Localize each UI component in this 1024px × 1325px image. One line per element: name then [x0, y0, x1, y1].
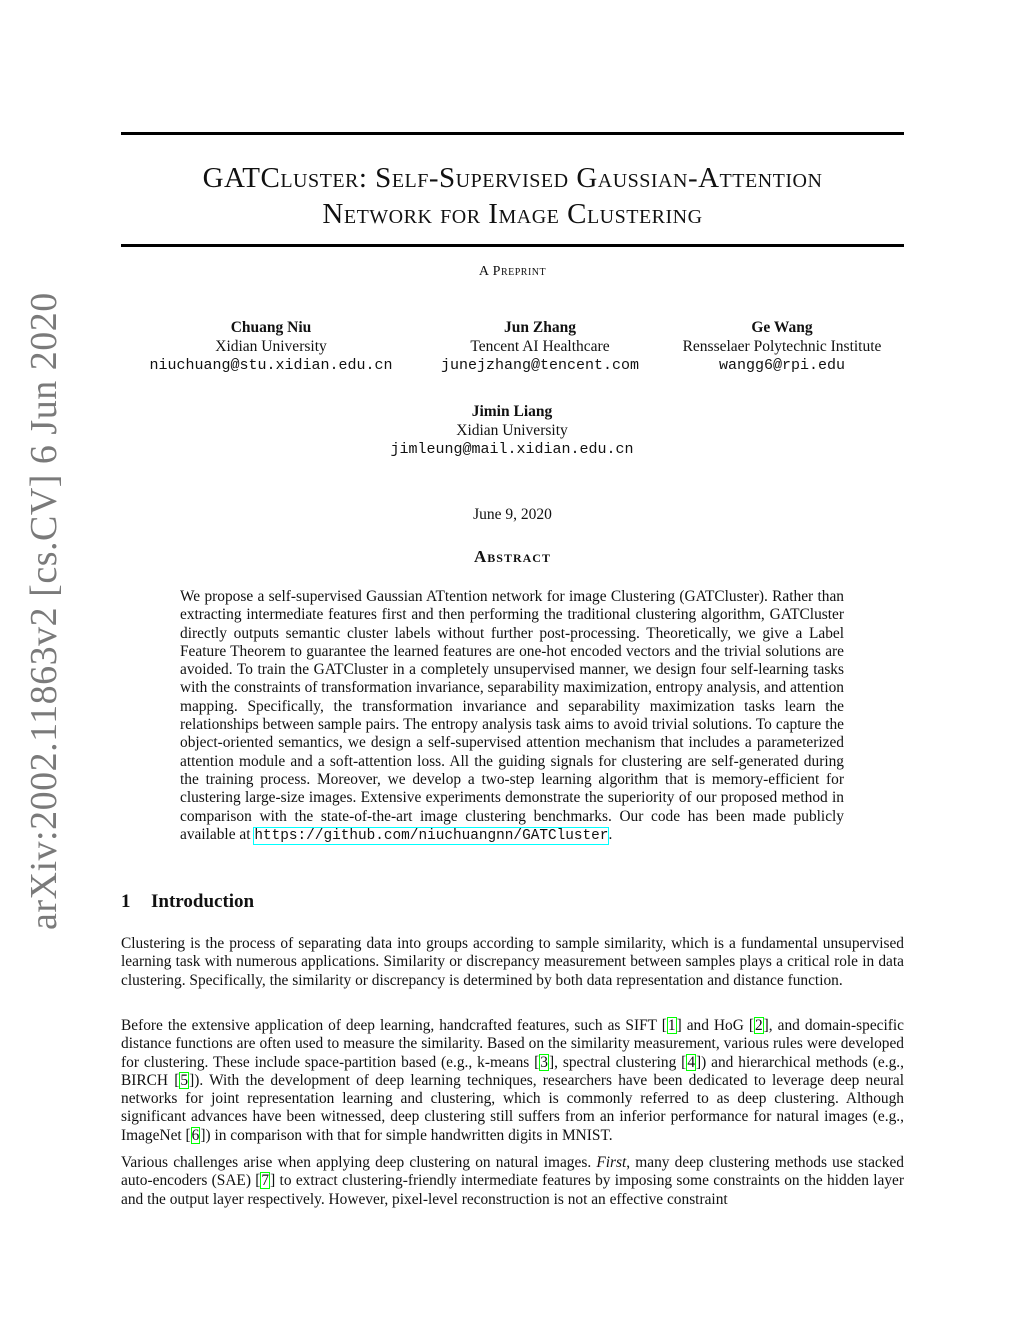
- author-affiliation: Xidian University: [456, 422, 568, 439]
- paragraph: [121, 935, 904, 990]
- citation-link[interactable]: 5: [180, 1071, 189, 1089]
- title-line-2: Network for Image Clustering: [322, 198, 703, 230]
- author-affiliation: Rensselaer Polytechnic Institute: [682, 338, 882, 355]
- paragraph-text: Clustering is the process of separating data into groups according to sample similarity, which is a fundamental unsupervised learning task with numerous applications. Similarity or discrepancy measurement between samples plays a critical role in data clustering. Specifically, the similarity or discrepancy is determined by both data representation and distance function.: [121, 935, 904, 989]
- author-name: Chuang Niu: [230, 319, 312, 336]
- paragraph-text: ]) and hierarchical methods (e.g., BIRCH [: [121, 1053, 905, 1089]
- paragraph: [121, 1017, 904, 1145]
- emphasis-text: First: [596, 1154, 627, 1171]
- author-email[interactable]: jimleung@mail.xidian.edu.cn: [390, 441, 634, 458]
- arxiv-stamp: arXiv:2002.11863v2 [cs.CV] 6 Jun 2020: [23, 292, 65, 930]
- author-email[interactable]: wangg6@rpi.edu: [718, 357, 846, 374]
- author-block: [121, 318, 421, 375]
- abstract-heading: Abstract: [474, 547, 551, 566]
- author-name: Jun Zhang: [504, 319, 576, 336]
- section-heading: [121, 891, 254, 913]
- paragraph-text: , many deep clustering methods use stacked auto-encoders (SAE) [: [121, 1154, 904, 1190]
- paper-title: [121, 160, 904, 232]
- author-affiliation: Xidian University: [215, 338, 327, 355]
- section-number: 1: [121, 891, 131, 912]
- title-bottom-rule: [121, 244, 904, 247]
- citation-link[interactable]: 4: [687, 1053, 696, 1071]
- title-top-rule: [121, 132, 904, 135]
- paragraph-text: ]). With the development of deep learning techniques, researchers have been dedicated to leverage deep neural networks for joint representation learning and clustering, which is commonly referred to as deep clustering. Although significant advances have been witnessed, deep clustering still suffers from an inferior performance for natural images (e.g., ImageNet [: [121, 1071, 904, 1144]
- author-affiliation: Tencent AI Healthcare: [470, 338, 610, 355]
- author-block: [400, 318, 680, 375]
- abstract-text: We propose a self-supervised Gaussian ATtention network for image Clustering (GATCluster). Rather than extracting intermediate features first and then performing the traditional clustering algorithm, GATCluster directly outputs semantic cluster labels without further post-processing. Theoretically, we give a Label Feature Theorem to guarantee the learned features are one-hot encoded vectors and the trivial solutions are avoided. To train the GATCluster in a completely unsupervised manner, we design four self-learning tasks with the constraints of transformation invariance, separability maximization, entropy analysis, and attention mapping. Specifically, the transformation invariance and separability maximization tasks learn the relationships between sample pairs. The entropy analysis task aims to avoid trivial solutions. To capture the object-oriented semantics, we design a self-supervised attention mechanism that includes a parameterized attention module and a soft-attention loss. All the guiding signals for clustering are self-generated during the training process. Moreover, we develop a two-step learning algorithm that is memory-efficient for clustering large-size images. Extensive experiments demonstrate the superiority of our proposed method in comparison with the state-of-the-art image clustering benchmarks. Our code has been made publicly available at: [180, 588, 844, 843]
- section-title: Introduction: [151, 891, 255, 912]
- paragraph-text: Various challenges arise when applying deep clustering on natural images.: [121, 1154, 597, 1171]
- author-block: [362, 402, 662, 459]
- paragraph-text: ] and HoG [: [676, 1017, 754, 1034]
- citation-link[interactable]: 2: [754, 1017, 763, 1034]
- paper-date: June 9, 2020: [473, 506, 552, 523]
- title-line-1: GATCluster: Self-Supervised Gaussian-Attention: [202, 162, 823, 194]
- preprint-label: A Preprint: [478, 264, 547, 279]
- paragraph-text: ] to extract clustering-friendly intermediate features by imposing some constraints on the hidden layer and the output layer respectively. However, pixel-level reconstruction is not an effective constraint: [121, 1172, 904, 1208]
- author-name: Jimin Liang: [471, 403, 553, 420]
- citation-link[interactable]: 7: [261, 1172, 270, 1190]
- author-email[interactable]: niuchuang@stu.xidian.edu.cn: [149, 357, 393, 374]
- citation-link[interactable]: 3: [540, 1053, 548, 1071]
- paragraph-text: ], spectral clustering [: [549, 1053, 687, 1071]
- citation-link[interactable]: 6: [191, 1126, 200, 1144]
- paragraph-text: ], and domain-specific distance functions are often used to measure the similarity. Based on the similarity measurement, various rules were developed for clustering. These include space-partition based (e.g., k-means [: [121, 1017, 904, 1071]
- paragraph-text: ]) in comparison with that for simple handwritten digits in MNIST.: [200, 1126, 613, 1144]
- author-email[interactable]: junejzhang@tencent.com: [440, 357, 640, 374]
- author-name: Ge Wang: [751, 319, 813, 336]
- author-block: [664, 318, 900, 375]
- citation-link[interactable]: 1: [667, 1017, 676, 1034]
- code-link[interactable]: https://github.com/niuchuangnn/GATCluster: [254, 827, 609, 844]
- paragraph: [121, 1154, 904, 1209]
- abstract-body: We propose a self-supervised Gaussian ATtention network for image Clustering (GATCluster). Rather than extracting intermediate features first and then performing the traditional clustering algorithm, GATCluster directly outputs semantic cluster labels without further post-processing. Theoretically, we give a Label Feature Theorem to guarantee the learned features are one-hot encoded vectors and the trivial solutions are avoided. To train the GATCluster in a completely unsupervised manner, we design four self-learning tasks with the constraints of transformation invariance, separability maximization, entropy analysis, and attention mapping. Specifically, the transformation invariance and separability maximization tasks learn the relationships between sample pairs. The entropy analysis task aims to avoid trivial solutions. To capture the object-oriented semantics, we design a self-supervised attention mechanism that includes a parameterized attention module and a soft-attention loss. All the guiding signals for clustering are self-generated during the training process. Moreover, we develop a two-step learning algorithm that is memory-efficient for clustering large-size images. Extensive experiments demonstrate the superiority of our proposed method in comparison with the state-of-the-art image clustering benchmarks. Our code has been made publicly available at https://github.com/niuchuangnn/GATCluster.: [180, 588, 844, 844]
- paragraph-text: Before the extensive application of deep learning, handcrafted features, such as SIFT [: [121, 1017, 667, 1034]
